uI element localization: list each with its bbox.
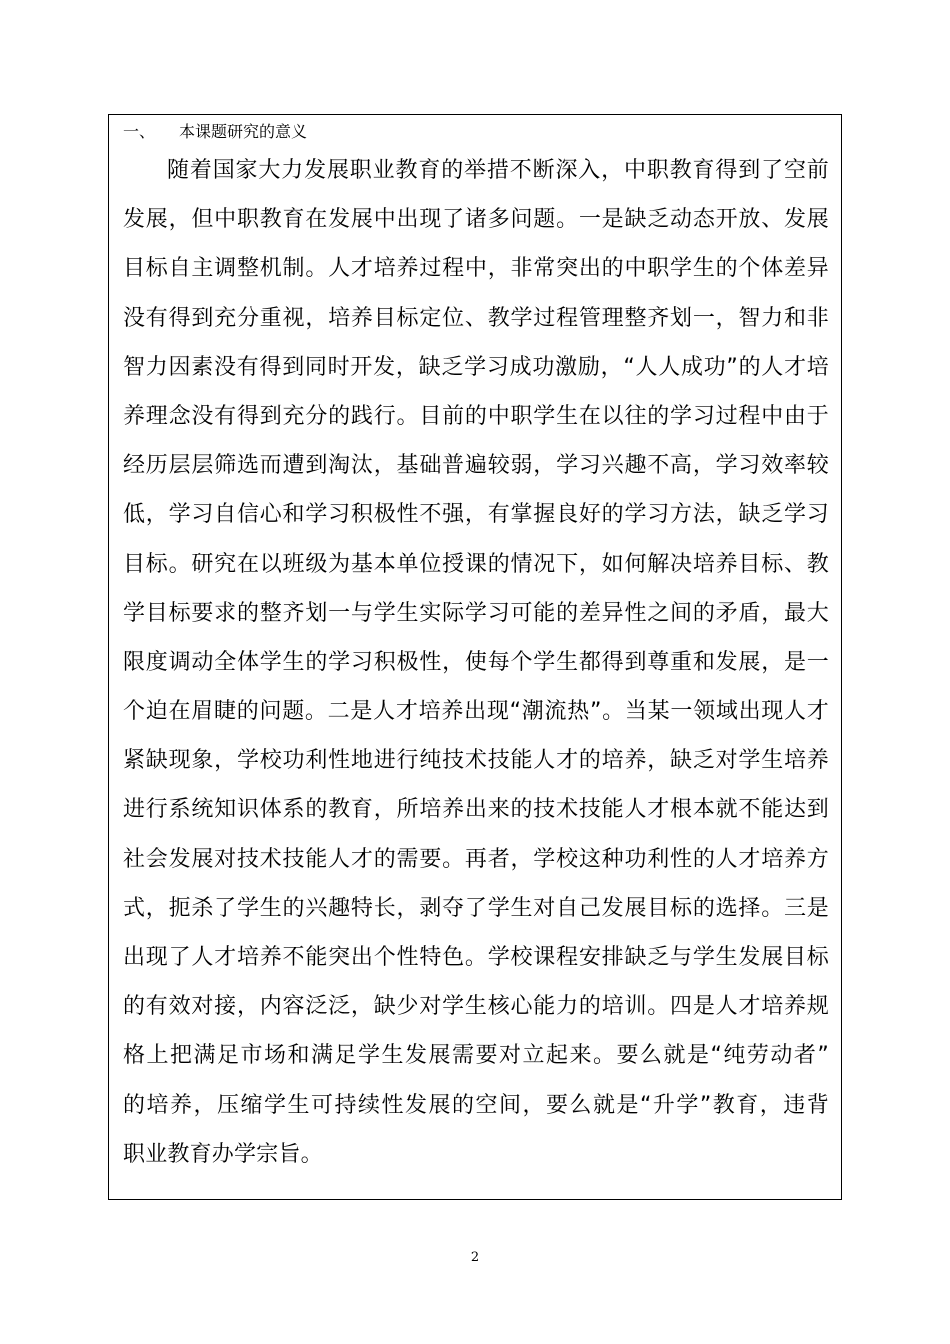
section-number: 一、 bbox=[123, 122, 156, 141]
paragraph-line: 经历层层筛选而遭到淘汰，基础普遍较弱，学习兴趣不高，学习效率较 bbox=[123, 453, 829, 479]
paragraph-line: 格上把满足市场和满足学生发展需要对立起来。要么就是“纯劳动者” bbox=[123, 1043, 829, 1069]
paragraph-line: 个迫在眉睫的问题。二是人才培养出现“潮流热”。当某一领域出现人才 bbox=[123, 699, 829, 725]
paragraph-line: 养理念没有得到充分的践行。目前的中职学生在以往的学习过程中由于 bbox=[123, 403, 829, 429]
paragraph-line: 的有效对接，内容泛泛，缺少对学生核心能力的培训。四是人才培养规 bbox=[123, 994, 829, 1020]
section-title: 本课题研究的意义 bbox=[179, 122, 308, 141]
paragraph-line: 没有得到充分重视，培养目标定位、教学过程管理整齐划一，智力和非 bbox=[123, 305, 829, 331]
section-heading bbox=[123, 121, 307, 143]
paragraph-line: 出现了人才培养不能突出个性特色。学校课程安排缺乏与学生发展目标 bbox=[123, 945, 829, 970]
paragraph-line: 社会发展对技术技能人才的需要。再者，学校这种功利性的人才培养方 bbox=[123, 846, 829, 872]
paragraph-line: 随着国家大力发展职业教育的举措不断深入，中职教育得到了空前 bbox=[167, 158, 829, 183]
paragraph-line: 目标自主调整机制。人才培养过程中，非常突出的中职学生的个体差异 bbox=[123, 256, 829, 282]
paragraph-line: 智力因素没有得到同时开发，缺乏学习成功激励，“人人成功”的人才培 bbox=[123, 354, 829, 380]
paragraph-line: 进行系统知识体系的教育，所培养出来的技术技能人才根本就不能达到 bbox=[123, 797, 829, 823]
paragraph-line: 紧缺现象，学校功利性地进行纯技术技能人才的培养，缺乏对学生培养 bbox=[123, 748, 829, 774]
paragraph-line: 发展，但中职教育在发展中出现了诸多问题。一是缺乏动态开放、发展 bbox=[123, 207, 829, 233]
paragraph-line: 目标。研究在以班级为基本单位授课的情况下，如何解决培养目标、教 bbox=[123, 551, 829, 577]
paragraph-line: 限度调动全体学生的学习积极性，使每个学生都得到尊重和发展，是一 bbox=[123, 649, 829, 675]
content-table-cell bbox=[108, 114, 842, 1200]
paragraph-line: 式，扼杀了学生的兴趣特长，剥夺了学生对自己发展目标的选择。三是 bbox=[123, 895, 829, 921]
paragraph-line: 低，学习自信心和学习积极性不强，有掌握良好的学习方法，缺乏学习 bbox=[123, 502, 829, 528]
paragraph-line: 职业教育办学宗旨。 bbox=[123, 1141, 323, 1167]
paragraph-line: 学目标要求的整齐划一与学生实际学习可能的差异性之间的矛盾，最大 bbox=[123, 600, 829, 626]
page-number: 2 bbox=[470, 1250, 480, 1265]
body-paragraph bbox=[123, 151, 829, 1184]
paragraph-line: 的培养，压缩学生可持续性发展的空间，要么就是“升学”教育，违背 bbox=[123, 1092, 829, 1118]
